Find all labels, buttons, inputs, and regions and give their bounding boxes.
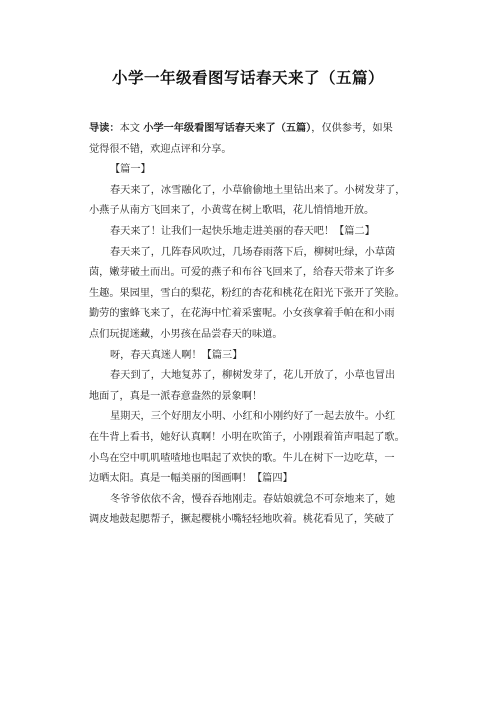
intro-line-2: 觉得很不错，欢迎点评和分享。 [89, 143, 232, 155]
document-title: 小学一年级看图写话春天来了（五篇） [111, 69, 384, 87]
paragraph-line: 点们玩捉迷藏，小男孩在品尝春天的味道。 [89, 328, 283, 340]
paragraph-line: 边晒太阳。真是一幅美丽的图画啊！【篇四】 [89, 473, 293, 485]
paragraph-line: 地面了，真是一派春意盎然的景象啊！ [89, 390, 263, 402]
intro-line [89, 119, 419, 140]
paragraph-line: 【篇一】 [110, 164, 151, 176]
intro-rest: ，仅供参考，如果 [311, 123, 393, 134]
paragraph-line: 冬爷爷依依不舍，慢吞吞地刚走。春姑娘就急不可奈地来了，她 [110, 493, 396, 505]
paragraph-line: 春天来了，几阵春风吹过，几场春雨落下后，柳树吐绿，小草茵 [110, 246, 396, 258]
document-body [89, 119, 419, 531]
paragraph-line: 在牛背上看书，她好认真啊！小明在吹笛子，小刚跟着笛声唱起了歌。 [89, 431, 405, 443]
paragraph-line: 春天来了！让我们一起快乐地走进美丽的春天吧！【篇二】 [110, 225, 375, 237]
paragraph-line: 调皮地鼓起腮帮子，撅起樱桃小嘴轻轻地吹着。桃花看见了，笑破了 [89, 514, 395, 526]
paragraph-line: 生趣。果园里，雪白的梨花，粉红的杏花和桃花在阳光下张开了笑脸。 [89, 287, 405, 299]
intro-article-title: 小学一年级看图写话春天来了（五篇） [143, 123, 312, 134]
paragraph-line: 小燕子从南方飞回来了，小黄莺在树上歌唱，花儿悄悄地开放。 [89, 205, 375, 217]
paragraph-line: 星期天，三个好朋友小明、小红和小刚约好了一起去放牛。小红 [110, 411, 396, 423]
paragraph-line: 茵，嫩芽破土而出。可爱的燕子和布谷飞回来了，给春天带来了许多 [89, 267, 395, 279]
paragraph-line: 春天到了，大地复苏了，柳树发芽了，花儿开放了，小草也冒出 [110, 370, 396, 382]
intro-prefix: 本文 [119, 123, 144, 134]
paragraph-line: 勤劳的蜜蜂飞来了，在花海中忙着采蜜呢。小女孩拿着手帕在和小雨 [89, 308, 395, 320]
paragraph-line: 春天来了，冰雪融化了，小草偷偷地土里钻出来了。小树发芽了， [110, 184, 406, 196]
paragraph-line: 小鸟在空中叽叽喳喳地也唱起了欢快的歌。牛儿在树下一边吃草，一 [89, 452, 395, 464]
intro-label: 导读： [89, 123, 120, 134]
paragraph-line: 呀，春天真迷人啊！【篇三】 [110, 349, 243, 361]
